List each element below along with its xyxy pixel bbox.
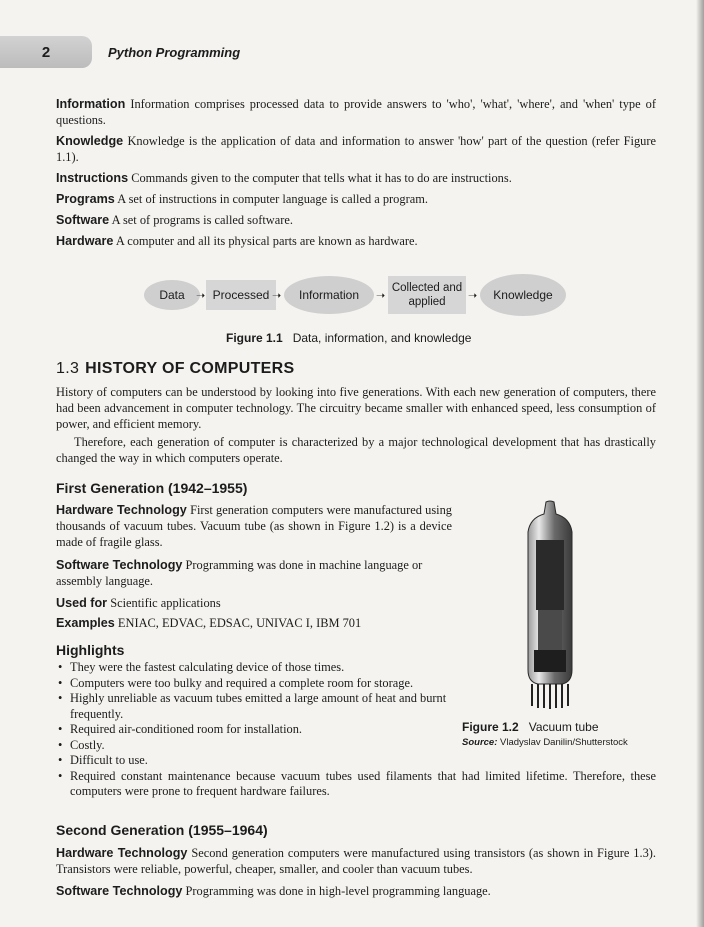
term-label: Used for xyxy=(56,596,108,610)
second-generation-heading: Second Generation (1955–1964) xyxy=(56,822,268,838)
list-item: • Required constant maintenance because vacuum tubes used filaments that had limited lifetime. Therefore, these computers were prone to frequent hardware failures. xyxy=(56,769,656,800)
term-text: Programming was done in high-level programming language. xyxy=(185,884,491,898)
term-label: Programs xyxy=(56,192,115,206)
definition-information xyxy=(56,96,656,128)
term-text: Scientific applications xyxy=(110,596,221,610)
term-text: Information comprises processed data to provide answers to 'who', 'what', 'where', and 'when' type of questions. xyxy=(56,97,656,127)
definition-instructions xyxy=(56,170,656,186)
list-item: • Required air-conditioned room for installation. xyxy=(56,722,656,738)
figure-1-2-source xyxy=(462,737,628,748)
definition-knowledge xyxy=(56,133,656,165)
arrow-icon: ➝ xyxy=(196,290,206,302)
term-label: Examples xyxy=(56,616,115,630)
term-text: Second generation computers were manufactured using transistors (as shown in Figure 1.3). Transistors were reliable, powerful, cheaper, smaller, and cooler than vacuum tubes. xyxy=(56,846,657,876)
term-label: Knowledge xyxy=(56,134,124,148)
node-collected-and-applied: Collected and applied xyxy=(388,276,466,314)
term-text: First generation computers were manufactured using thousands of vacuum tubes. Vacuum tube (as shown in Figure 1.2) is a device made of fragile glass. xyxy=(56,503,452,549)
term-label: Software xyxy=(56,213,110,227)
first-gen-examples xyxy=(56,615,476,631)
term-label: Hardware Technology xyxy=(56,503,187,517)
page-number: 2 xyxy=(0,36,92,68)
term-label: Hardware Technology xyxy=(56,846,188,860)
second-gen-software xyxy=(56,883,656,899)
term-label: Software Technology xyxy=(56,884,183,898)
term-text: A set of instructions in computer language is called a program. xyxy=(117,192,428,206)
term-text: Programming was done in machine language or assembly language. xyxy=(56,558,423,588)
node-data: Data xyxy=(144,280,200,310)
caption-label: Figure 1.2 xyxy=(462,720,519,734)
term-label: Information xyxy=(56,97,126,111)
section-intro-paragraph: History of computers can be understood by looking into five generations. With each new generation of computers, there had been advancement in computer technology. The circuitry became smaller with enhanced speed, less consumption of power, and efficient memory. xyxy=(56,385,656,431)
definitions-list xyxy=(56,96,656,254)
caption-text: Vacuum tube xyxy=(528,720,599,734)
section-heading xyxy=(56,360,294,378)
term-text: Knowledge is the application of data and information to answer 'how' part of the question (refer Figure 1.1). xyxy=(56,134,657,164)
term-text: Commands given to the computer that tells what it has to do are instructions. xyxy=(131,171,512,185)
term-text: A computer and all its physical parts are known as hardware. xyxy=(115,234,418,248)
node-information: Information xyxy=(284,276,374,314)
figure-1-1-caption xyxy=(226,331,471,345)
definition-hardware xyxy=(56,233,656,249)
figure-1-1-flow-diagram xyxy=(144,276,566,314)
page-edge-shadow xyxy=(696,0,704,927)
second-gen-hardware xyxy=(56,845,656,877)
highlights-heading: Highlights xyxy=(56,642,125,658)
list-item: • They were the fastest calculating device of those times. xyxy=(56,660,656,676)
node-knowledge: Knowledge xyxy=(480,274,566,316)
first-gen-hardware xyxy=(56,502,452,550)
book-title: Python Programming xyxy=(108,45,241,60)
first-generation-heading: First Generation (1942–1955) xyxy=(56,480,248,496)
source-text: Vladyslav Danilin/Shutterstock xyxy=(500,737,628,748)
arrow-icon: ➝ xyxy=(272,290,282,302)
caption-text: Data, information, and knowledge xyxy=(292,331,472,345)
arrow-icon: ➝ xyxy=(376,290,386,302)
figure-1-2-caption xyxy=(462,720,599,734)
list-item: • Highly unreliable as vacuum tubes emitted a large amount of heat and burnt frequently. xyxy=(56,691,450,722)
first-gen-software xyxy=(56,557,456,589)
term-label: Hardware xyxy=(56,234,114,248)
list-item: • Difficult to use. xyxy=(56,753,656,769)
term-label: Software Technology xyxy=(56,558,183,572)
term-text: A set of programs is called software. xyxy=(111,213,293,227)
source-label: Source: xyxy=(462,737,498,748)
term-label: Instructions xyxy=(56,171,129,185)
arrow-icon: ➝ xyxy=(468,290,478,302)
definition-programs xyxy=(56,191,656,207)
section-number: 1.3 xyxy=(56,360,80,377)
list-item: • Costly. xyxy=(56,738,656,754)
list-item: • Computers were too bulky and required a complete room for storage. xyxy=(56,676,656,692)
term-text: ENIAC, EDVAC, EDSAC, UNIVAC I, IBM 701 xyxy=(117,616,362,630)
caption-label: Figure 1.1 xyxy=(226,331,283,345)
section-title: HISTORY OF COMPUTERS xyxy=(85,360,295,377)
first-gen-used-for xyxy=(56,595,456,611)
vacuum-tube-image xyxy=(518,500,582,710)
definition-software xyxy=(56,212,656,228)
node-processed: Processed xyxy=(206,280,276,310)
section-second-paragraph: Therefore, each generation of computer is characterized by a major technological development that has drastically changed the way in which computers operate. xyxy=(56,435,656,465)
